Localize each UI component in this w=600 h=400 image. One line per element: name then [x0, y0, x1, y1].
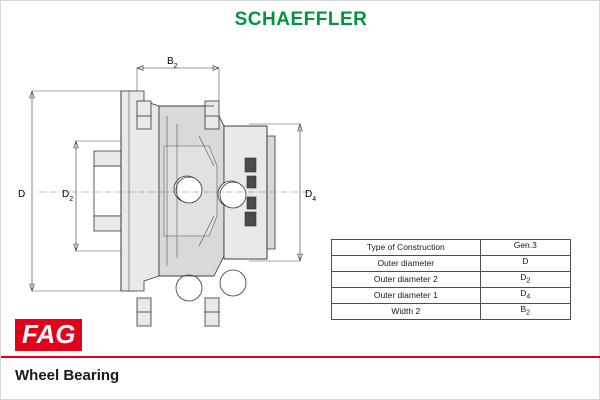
spec-label: Type of Construction [332, 240, 481, 256]
spec-value [480, 304, 570, 320]
spec-value-sub: 2 [526, 310, 531, 317]
spec-value [480, 288, 570, 304]
divider [1, 356, 600, 358]
dimension-label-b2: $B_2$ [167, 56, 178, 71]
spec-value-base: B [520, 304, 527, 315]
dimension-label-d4: $D_4$ [305, 189, 317, 204]
table-row [332, 240, 571, 256]
table-row [332, 288, 571, 304]
spec-value-sub: 2 [526, 278, 531, 285]
table-row [332, 256, 571, 272]
dimension-label-d: D [18, 189, 26, 200]
specification-table [331, 239, 571, 320]
dimension-label-d2: $D_2$ [62, 189, 74, 204]
table-row [332, 304, 571, 320]
spec-value-base: Gen.3 [513, 240, 537, 251]
spec-value [480, 256, 570, 272]
spec-value-base: D [520, 288, 527, 299]
dimension-b2 [137, 66, 219, 101]
technical-drawing [9, 46, 329, 336]
page-title: Wheel Bearing [15, 367, 120, 384]
table-row [332, 272, 571, 288]
spec-value [480, 240, 570, 256]
spec-value-base: D [520, 272, 527, 283]
schaeffler-brand-title: SCHAEFFLER [234, 9, 368, 30]
spec-value [480, 272, 570, 288]
fag-logo: FAG [15, 319, 82, 351]
spec-label: Outer diameter [332, 256, 481, 272]
spec-value-base: D [522, 256, 529, 267]
spec-label: Outer diameter 1 [332, 288, 481, 304]
spec-label: Outer diameter 2 [332, 272, 481, 288]
spec-value-sub: 4 [526, 294, 531, 301]
spec-label: Width 2 [332, 304, 481, 320]
